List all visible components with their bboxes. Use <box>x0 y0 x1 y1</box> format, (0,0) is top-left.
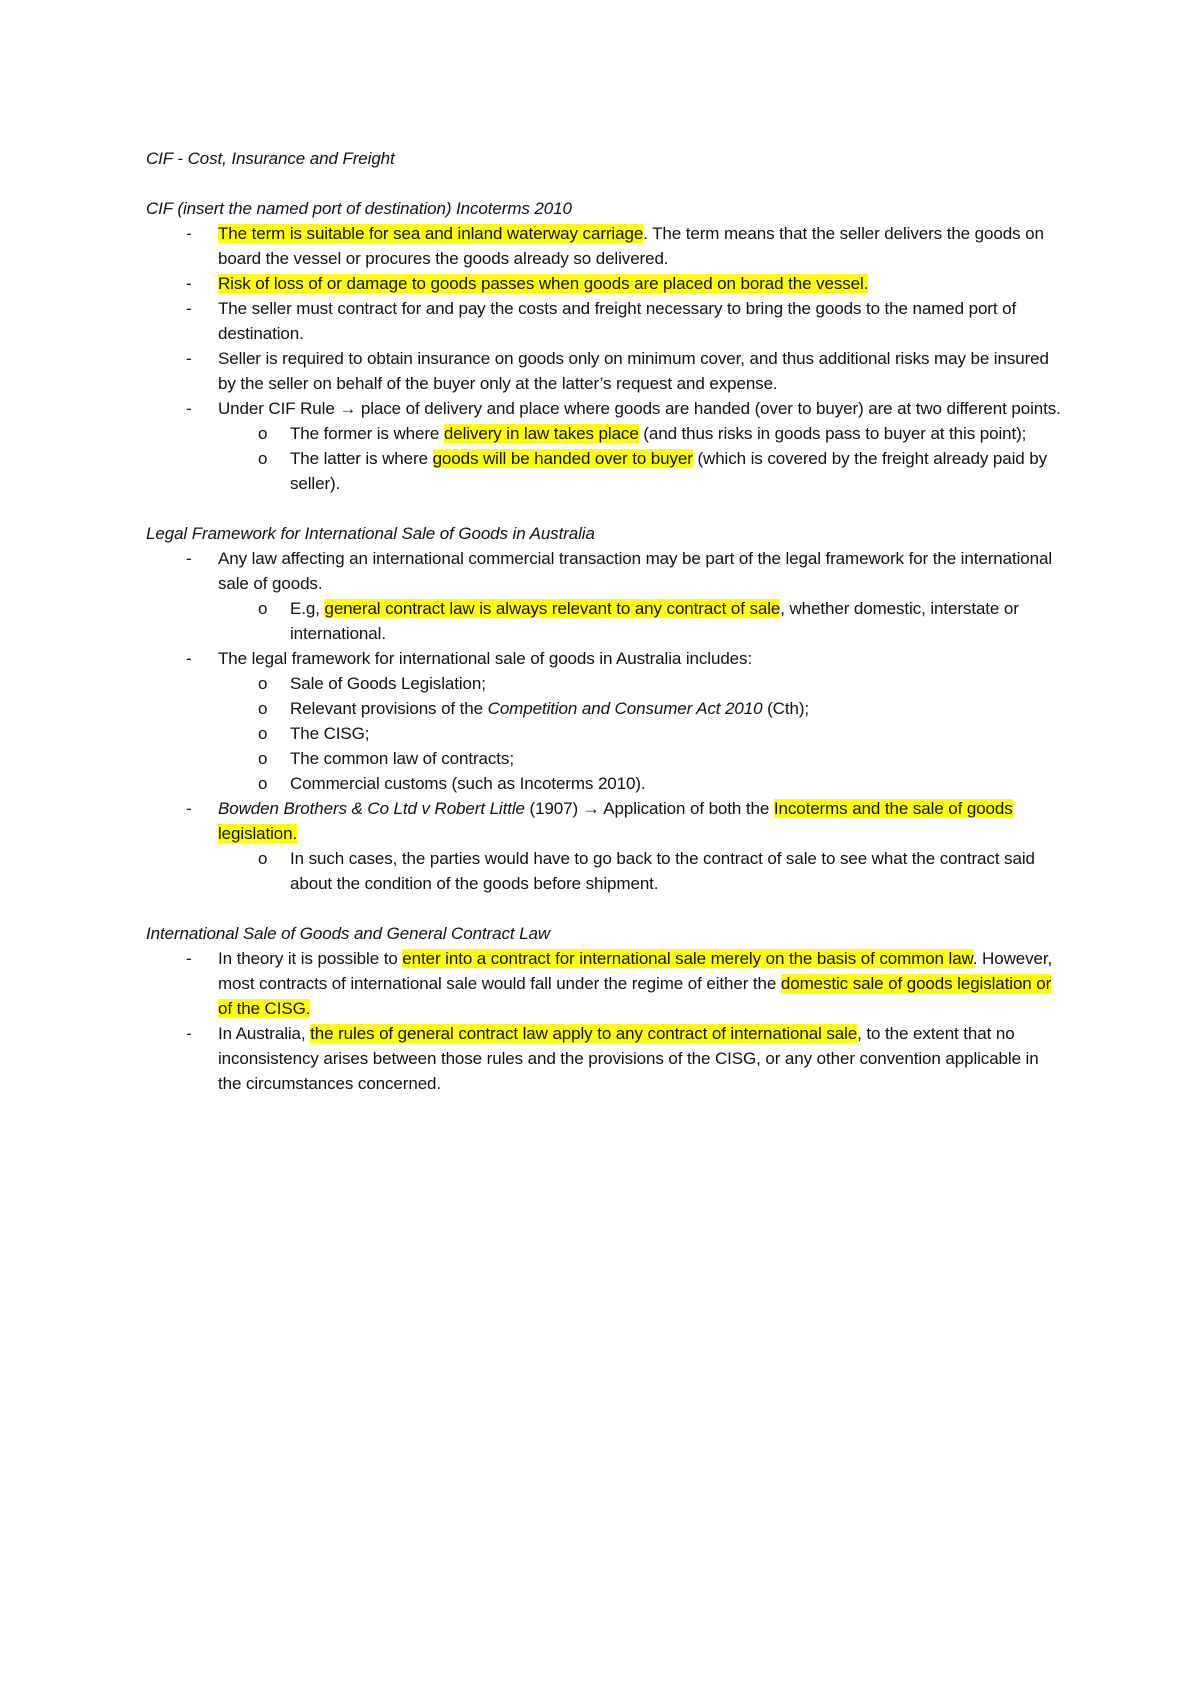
bullet-text: . However, most contracts of international sale would fall under the regime of either the <box>218 949 1053 993</box>
bullet-text: (and thus risks in goods pass to buyer at this point); <box>638 424 1027 443</box>
list-item <box>146 296 1066 346</box>
bullet-text: Seller is required to obtain insurance on goods only on minimum cover, and thus additional risks may be insured by the seller on behalf of the buyer only at the latter’s request and expense. <box>218 349 1049 393</box>
list-item <box>146 946 1066 1021</box>
highlighted-text: goods will be handed over to buyer <box>432 449 693 468</box>
list-item <box>146 546 1066 646</box>
section-heading-legal-framework: Legal Framework for International Sale of Goods in Australia <box>146 524 595 543</box>
bullet-text: In Australia, <box>218 1024 311 1043</box>
bullet-text: (which is covered by the freight already paid by seller). <box>290 449 1048 493</box>
list-item <box>146 646 1066 796</box>
section-cif <box>146 196 1066 496</box>
section-legal-framework <box>146 521 1066 896</box>
highlighted-text: enter into a contract for international sale merely on the basis of common law <box>402 949 973 968</box>
section-heading-general-contract-law: International Sale of Goods and General Contract Law <box>146 924 550 943</box>
section-general-contract-law <box>146 921 1066 1096</box>
list-item <box>146 1021 1066 1096</box>
bullet-text: In theory it is possible to <box>218 949 403 968</box>
bullet-text: (Cth); <box>762 699 810 718</box>
list-item <box>218 846 1066 896</box>
list-item <box>218 421 1066 446</box>
document-title: CIF - Cost, Insurance and Freight <box>146 149 395 168</box>
list-item <box>218 596 1066 646</box>
act-title: Competition and Consumer Act 2010 <box>487 699 763 718</box>
bullet-text: Sale of Goods Legislation; <box>290 674 486 693</box>
list-item <box>218 746 1066 771</box>
legal-bullet-list <box>146 546 1066 896</box>
bullet-text: , to the extent that no inconsistency arises between those rules and the provisions of the CISG, or any other convention applicable in the circumstances concerned. <box>218 1024 1039 1093</box>
cif-bullet-list <box>146 221 1066 496</box>
highlighted-text: Incoterms and the sale of goods legislation. <box>218 799 1013 843</box>
highlighted-text: domestic sale of goods legislation or of the CISG. <box>218 974 1052 1018</box>
list-item <box>218 721 1066 746</box>
bullet-text: Under CIF Rule <box>218 399 340 418</box>
legal-sub-list <box>218 596 1066 646</box>
bullet-text: . The term means that the seller delivers the goods on board the vessel or procures the goods already so delivered. <box>218 224 1044 268</box>
bullet-text: (1907) <box>524 799 583 818</box>
bullet-text: The legal framework for international sale of goods in Australia includes: <box>218 649 753 668</box>
bullet-text: In such cases, the parties would have to go back to the contract of sale to see what the contract said about the condition of the goods before shipment. <box>290 849 1035 893</box>
framework-items-list <box>218 671 1066 796</box>
bullet-text: The latter is where <box>290 449 433 468</box>
list-item <box>146 221 1066 271</box>
bullet-text: The former is where <box>290 424 444 443</box>
bullet-text: place of delivery and place where goods are handed (over to buyer) are at two different points. <box>356 399 1061 418</box>
list-item <box>146 396 1066 496</box>
list-item <box>146 346 1066 396</box>
bullet-text: Application of both the <box>599 799 774 818</box>
arrow-right-icon: → <box>339 399 357 418</box>
case-sub-list <box>218 846 1066 896</box>
list-item <box>218 696 1066 721</box>
document-body <box>146 146 1066 1121</box>
section-heading-cif: CIF (insert the named port of destination) Incoterms 2010 <box>146 199 572 218</box>
highlighted-text: general contract law is always relevant to any contract of sale <box>324 599 781 618</box>
bullet-text: Commercial customs (such as Incoterms 2010). <box>290 774 646 793</box>
list-item <box>218 446 1066 496</box>
bullet-text: The seller must contract for and pay the costs and freight necessary to bring the goods to the named port of destination. <box>218 299 1017 343</box>
bullet-text: Relevant provisions of the <box>290 699 488 718</box>
case-name: Bowden Brothers & Co Ltd v Robert Little <box>218 799 525 818</box>
arrow-right-icon: → <box>582 799 600 818</box>
list-item <box>218 771 1066 796</box>
bullet-text: Any law affecting an international commercial transaction may be part of the legal framework for the international sale of goods. <box>218 549 1053 593</box>
list-item <box>218 671 1066 696</box>
highlighted-text: The term is suitable for sea and inland waterway carriage <box>218 224 644 243</box>
bullet-text: The CISG; <box>290 724 370 743</box>
bullet-text: E.g, <box>290 599 325 618</box>
highlighted-text: Risk of loss of or damage to goods passes when goods are placed on borad the vessel. <box>218 274 869 293</box>
cif-sub-list <box>218 421 1066 496</box>
list-item <box>146 796 1066 896</box>
highlighted-text: the rules of general contract law apply to any contract of international sale <box>310 1024 858 1043</box>
bullet-text: , whether domestic, interstate or international. <box>290 599 1019 643</box>
general-bullet-list <box>146 946 1066 1096</box>
highlighted-text: delivery in law takes place <box>443 424 639 443</box>
list-item <box>146 271 1066 296</box>
bullet-text: The common law of contracts; <box>290 749 514 768</box>
